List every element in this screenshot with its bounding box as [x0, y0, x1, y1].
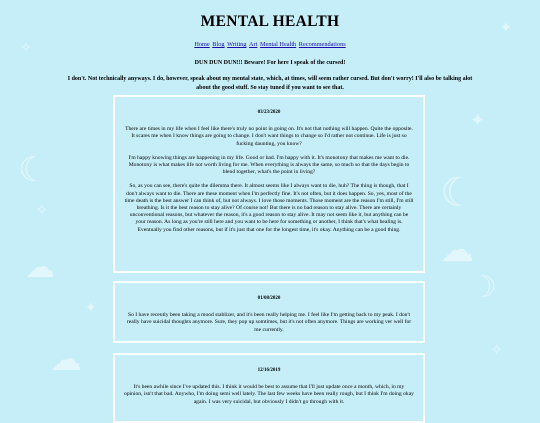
nav-bar: [0, 41, 540, 49]
post-date: 01/08/2020: [257, 296, 281, 301]
post-date: 12/16/2019: [257, 368, 281, 373]
nav-link-mental-health[interactable]: Mental Health: [260, 41, 297, 48]
cloud-doodle-icon: ☁: [25, 250, 55, 285]
moon-doodle-icon: ☾: [18, 150, 49, 190]
nav-link-recommendations[interactable]: Recommendations: [298, 41, 346, 48]
star-doodle-icon: ✧: [35, 200, 49, 219]
post-paragraph: So, as you can see, there's quite the dilemma there. It almost seems like I always want to die, huh? The thing is though, that I don't always want to die. There are these moment when I'm perfectly fine. It's not often, but it does happen. So, yes, most of the time death is the best answer I can think of, but not always. I love those moments. Those moment are the reason I'm still, I'm still breathing. Is it the best reason to stay alive? Of course not! But there is no bad reason to stay alive. There are certainly unconventional reasons, but whatever the reason, it's a good reason to stay alive. It may not seem like it, but anything can be your reason. As long as you're still here and you want to be here for something or another, I think that's what healing is. Eventually you find other reasons, but if it's just that one for the longest time, it's okay. Anything can be a good thing.: [124, 183, 414, 233]
intro-warning: DUN DUN DUN!!! Beware! For here I speak of the cursed!: [194, 60, 346, 66]
blog-post: [113, 95, 425, 273]
star-doodle-icon: ✧: [490, 340, 504, 359]
star-doodle-icon: ✦: [85, 300, 97, 316]
nav-link-home[interactable]: Home: [194, 41, 210, 48]
nav-link-art[interactable]: Art: [249, 41, 258, 48]
moon-doodle-icon: ☽: [470, 270, 497, 305]
post-paragraph: I'm happy knowing things are happening in my life. Good or bad. I'm happy with it. It's monotony that makes me want to die. Monotony is what makes life not worth living for me. When everything is always the same, so much so that the days begin to blend together, what's the point in living?: [128, 154, 410, 176]
post-date: 03/23/2020: [257, 110, 281, 115]
page-title: MENTAL HEALTH: [200, 13, 340, 30]
post-paragraph: So I have recently been taking a mood stablizer, and it's been really helping me. I feel like I'm getting back to my peak. I don't really have suicidal thoughts anymore. Sure, they pop up somtimes, but it's not often anymore. Things are working ver well for me currently.: [126, 312, 412, 333]
blog-post: [113, 353, 425, 423]
star-doodle-icon: ✦: [470, 110, 486, 131]
post-paragraph: It's been awhile since I've updated this. I think it would be best to assume that I'll just update once a month, which, in my opinion, isn't that bad. Anywho, I'm doing semi well lately. The last few weeks have been really rough, but I think I'm doing okay again. I was very suicidal, but obviously I didn't go through with it.: [124, 384, 414, 405]
blog-post: [113, 281, 425, 343]
star-doodle-icon: ✦: [500, 20, 512, 36]
cloud-doodle-icon: ☁: [50, 340, 82, 378]
post-paragraph: There are times in my life when I feel like there's truly no point in going on. It's not that nothing will happen. Quite the opposite. It scares me when I know things are going to change. I don't want things to change so I'd rather not continue. Life is just so fucking daunting, you know?: [125, 126, 413, 147]
nav-link-writing[interactable]: Writing: [227, 41, 247, 48]
moon-doodle-icon: ☾: [440, 170, 476, 216]
star-doodle-icon: ✧: [20, 40, 32, 56]
nav-link-blog[interactable]: Blog: [212, 41, 225, 48]
cloud-doodle-icon: ☁: [440, 230, 474, 270]
intro-description: I don't. Not technically anyways. I do, however, speak about my mental state, which, at times, will seem rather cursed. But don't worry! I'll also be talking alot about the good stuff. So stay tuned if you want to see that.: [67, 76, 473, 91]
